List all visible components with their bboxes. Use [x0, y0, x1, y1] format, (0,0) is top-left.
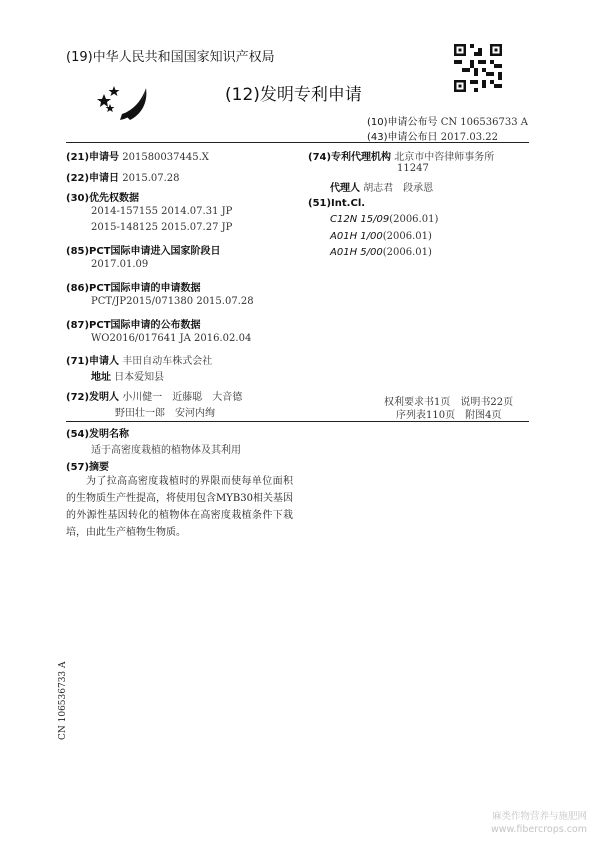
site-watermark [491, 810, 587, 836]
agent [330, 179, 433, 194]
pub-no-value: CN 106536733 A [440, 117, 528, 128]
applicant-label: (71)申请人 [66, 356, 120, 367]
agent-value: 胡志君 段承恩 [363, 183, 434, 194]
inventors [66, 388, 242, 403]
ipc-code: C12N 15/09 [330, 214, 390, 225]
abstract-label: (57)摘要 [66, 462, 110, 473]
applicant-value: 丰田自动车株式会社 [122, 356, 213, 367]
document-kind: (12)发明专利申请 [225, 85, 362, 105]
pct-pub-value: WO2016/017641 JA 2016.02.04 [91, 333, 252, 344]
address [91, 368, 164, 383]
ipc-row [330, 247, 432, 258]
applicant [66, 352, 212, 367]
agency-code: 11247 [397, 163, 429, 174]
app-no-label: (21)申请号 [66, 152, 120, 163]
ipc-row [330, 214, 438, 225]
ipc-code: A01H 1/00 [330, 231, 383, 242]
header-divider [66, 142, 529, 143]
app-no-value: 201580037445.X [122, 152, 209, 163]
pct-entry-label: (85)PCT国际申请进入国家阶段日 [66, 246, 221, 257]
pct-app-value: PCT/JP2015/071380 2015.07.28 [91, 296, 254, 307]
ipc-code: A01H 5/00 [330, 247, 383, 258]
agency [308, 148, 494, 163]
ipc-edition: (2006.01) [382, 247, 432, 258]
qr-code-icon [454, 44, 502, 92]
inventors-label: (72)发明人 [66, 392, 120, 403]
app-date-label: (22)申请日 [66, 173, 120, 184]
agent-label: 代理人 [330, 183, 360, 194]
inventors-line-2: 野田壮一郎 安河内绚 [115, 408, 215, 419]
pct-app-label: (86)PCT国际申请的申请数据 [66, 283, 201, 294]
body-divider [66, 421, 529, 422]
inventors-line-1: 小川健一 近藤聪 大音德 [122, 392, 243, 403]
agency-value: 北京市中咨律师事务所 [394, 152, 495, 163]
office-name: (19)中华人民共和国国家知识产权局 [66, 50, 275, 65]
pub-no-label: (10)申请公布号 [367, 117, 438, 128]
application-number [66, 148, 209, 163]
app-date-value: 2015.07.28 [122, 173, 180, 184]
ipc-row [330, 231, 432, 242]
address-value: 日本爱知县 [114, 372, 165, 383]
title-label: (54)发明名称 [66, 429, 130, 440]
application-date [66, 169, 180, 184]
watermark-line-1: 麻类作物营养与施肥网 [491, 811, 587, 822]
pub-date-label: (43)申请公布日 [367, 132, 438, 143]
ipc-edition: (2006.01) [389, 214, 439, 225]
pct-pub-label: (87)PCT国际申请的公布数据 [66, 320, 201, 331]
priority-label: (30)优先权数据 [66, 193, 140, 204]
ipc-label: (51)Int.Cl. [308, 198, 366, 209]
cnipa-logo-icon [96, 80, 156, 122]
ipc-edition: (2006.01) [382, 231, 432, 242]
invention-title: 适于高密度栽植的植物体及其利用 [91, 445, 241, 456]
priority-line-2: 2015-148125 2015.07.27 JP [91, 222, 233, 233]
side-publication-number: CN 106536733 A [58, 661, 68, 740]
pct-entry-value: 2017.01.09 [91, 259, 149, 270]
abstract-text: 为了拉高高密度栽植时的界限而使每单位面积的生物质生产性提高，将使用包含MYB30相关基因的外源性基因转化的植物体在高密度栽植条件下栽培，由此生产植物生物质。 [66, 476, 293, 538]
watermark-line-2: www.fibercrops.com [490, 824, 587, 835]
page-counts-line-1: 权利要求书1页 说明书22页 [384, 397, 514, 408]
priority-line-1: 2014-157155 2014.07.31 JP [91, 206, 233, 217]
publication-number [367, 113, 528, 128]
agency-label: (74)专利代理机构 [308, 152, 392, 163]
pub-date-value: 2017.03.22 [440, 132, 498, 143]
page-counts-line-2: 序列表110页 附图4页 [396, 410, 502, 421]
address-label: 地址 [91, 372, 111, 383]
publication-date [367, 128, 498, 143]
